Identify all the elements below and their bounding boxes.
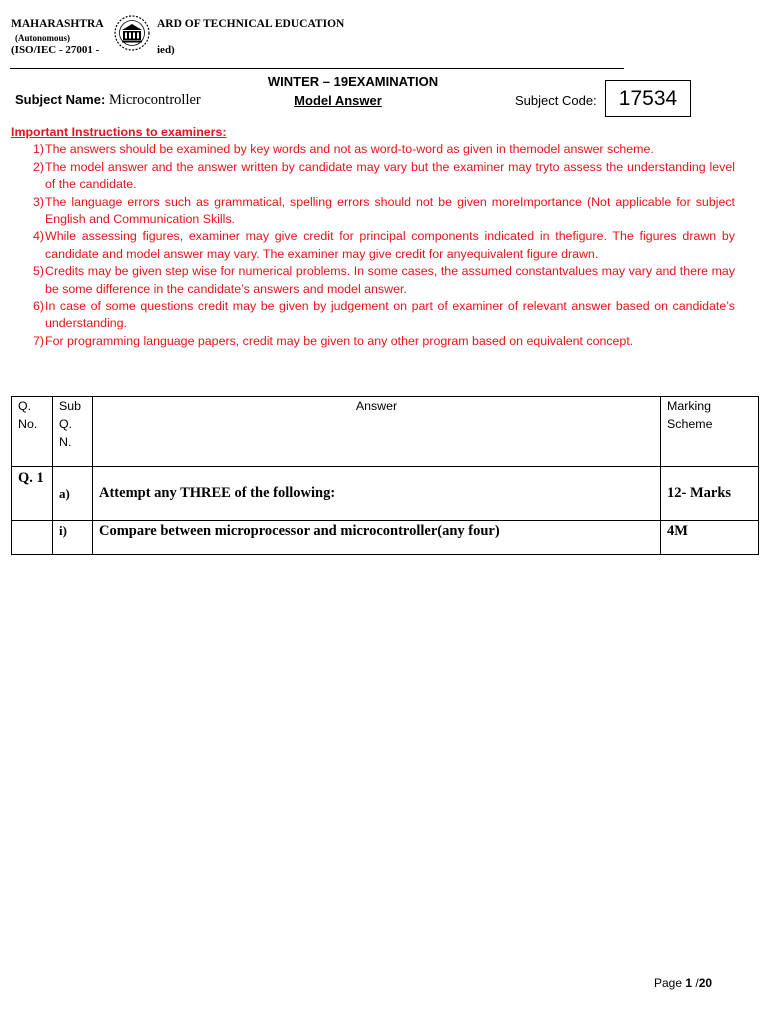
page-current: 1: [685, 976, 693, 990]
row-answer: Attempt any THREE of the following:: [93, 467, 661, 521]
header-marking-scheme: Marking Scheme: [661, 397, 759, 467]
instruction-item: [11, 228, 735, 263]
header-sub-q-no: Sub Q. N.: [53, 397, 93, 467]
row-marks: 12- Marks: [661, 467, 759, 521]
instruction-number: 7): [32, 333, 44, 348]
page-separator: /: [692, 976, 699, 990]
instruction-item: [11, 298, 735, 333]
row-q-no: Q. 1: [12, 467, 53, 521]
iso-label-left: (ISO/IEC - 27001 -: [11, 44, 100, 56]
page-label: Page: [654, 976, 686, 990]
table-header-row: [12, 397, 759, 467]
instruction-item: [11, 159, 735, 194]
board-logo-icon: [110, 14, 154, 52]
answer-table: [11, 396, 759, 555]
instruction-text: While assessing figures, examiner may give credit for principal components indicated in thefigure. The figures drawn by candidate and model answer may vary. The examiner may give credit for anyequivalent figure drawn.: [45, 229, 735, 261]
instruction-number: 1): [32, 142, 44, 157]
page-total: 20: [698, 976, 713, 990]
instruction-text: The answers should be examined by key words and not as word-to-word as given in themodel answer scheme.: [45, 142, 654, 157]
subject-name-value: Microcontroller: [108, 92, 201, 108]
instruction-text: The model answer and the answer written by candidate may vary but the examiner may tryto assess the understanding level of the candidate.: [45, 159, 735, 192]
instruction-text: The language errors such as grammatical, spelling errors should not be given moreImportance (Not applicable for subject English and Communication Skills.: [45, 194, 735, 227]
row-sub-q: a): [53, 467, 93, 521]
instructions-title: Important Instructions to examiners:: [11, 125, 227, 139]
header-q-no: Q. No.: [12, 397, 53, 467]
subject-code-box: 17534: [605, 80, 691, 117]
instructions-list: [11, 141, 735, 350]
iso-label-right: ied): [157, 44, 175, 56]
org-name-left: MAHARASHTRA: [11, 18, 104, 30]
header-divider: [10, 68, 624, 69]
row-marks: 4M: [661, 521, 759, 555]
instruction-text: For programming language papers, credit may be given to any other program based on equivalent concept.: [45, 333, 634, 348]
exam-title: WINTER – 19EXAMINATION: [267, 74, 439, 89]
subject-code-label: Subject Code:: [515, 93, 597, 108]
page-number: [654, 976, 712, 990]
examiner-instructions: [11, 124, 735, 350]
instruction-item: [11, 194, 735, 229]
instruction-item: [11, 263, 735, 298]
row-q-no: [12, 521, 53, 555]
table-row: [12, 467, 759, 521]
instruction-text: Credits may be given step wise for numerical problems. In some cases, the assumed constantvalues may vary and there may be some difference in the candidate’s answers and model answer.: [45, 264, 735, 296]
instruction-number: 4): [32, 229, 44, 244]
instruction-item: [11, 141, 735, 158]
table-row: [12, 521, 759, 555]
instruction-number: 3): [32, 194, 44, 209]
instruction-item: [11, 333, 735, 350]
row-answer: Compare between microprocessor and microcontroller(any four): [93, 521, 661, 555]
subject-name-label: Subject Name:: [15, 92, 106, 107]
instruction-number: 5): [32, 264, 44, 279]
instruction-number: 2): [32, 159, 44, 174]
row-sub-q: i): [53, 521, 93, 555]
model-answer-label: Model Answer: [294, 93, 382, 108]
org-name-right: ARD OF TECHNICAL EDUCATION: [157, 18, 345, 30]
header-answer: Answer: [93, 397, 661, 467]
instruction-text: In case of some questions credit may be given by judgement on part of examiner of relevant answer based on candidate’s understanding.: [45, 299, 735, 331]
instruction-number: 6): [32, 299, 44, 314]
autonomous-label: (Autonomous): [15, 33, 71, 43]
